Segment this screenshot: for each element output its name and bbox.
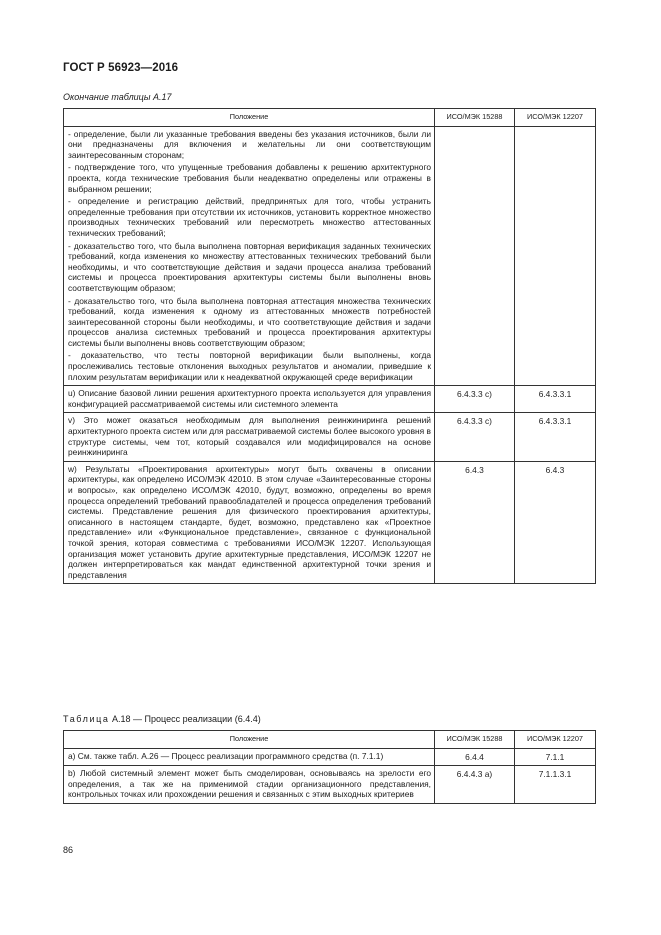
table-caption-prefix: Таблица <box>63 714 110 724</box>
table-header-row <box>64 109 596 127</box>
position-paragraph: w) Результаты «Проектирования архитектуры» могут быть охвачены в описании архитектуры, как определено ИСО/МЭК 42010. В этом случае «Заинтересованные стороны и вопросы», как определено ИСО/МЭК 42010, будут, возможно, определены во время процесса определений требований правообладателей и процесса определения требований системы. Представление решения для физического проектирования архитектуры, описанного в настоящем стандарте, будет, возможно, представлено как «Проектное представление» или «Функциональное представление», связанное с функциональной точкой зрения, которая совместима с требованиями ИСО/МЭК 12207. Использующая организация может установить другие архитектурные представления, ИСО/МЭК 12207 не должен интерпретироваться как мандат единственной архитектурной точки зрения и представления <box>68 463 431 580</box>
cell-iso15288 <box>435 126 515 386</box>
page-number: 86 <box>63 845 74 855</box>
cell-iso12207: 6.4.3.3.1 <box>515 413 596 461</box>
position-paragraph: v) Это может оказаться необходимым для выполнения реинжиниринга решений архитектурного проекта систем или для рассматриваемой системы более высокого уровня в структуре системы, чем тот, который создавался или модифицировался на основе реинжиниринга <box>68 415 431 458</box>
table-a17-end <box>63 108 596 584</box>
cell-iso15288: 6.4.3.3 c) <box>435 413 515 461</box>
position-paragraph: b) Любой системный элемент может быть смоделирован, основываясь на зрелости его определения, а так же на применимой стадии организационного представления, контрольных точках или прохождении решения и связанных с этим выходных критериев <box>68 768 431 800</box>
cell-position <box>64 766 435 804</box>
table-caption-a18 <box>63 714 261 724</box>
column-header-position: Положение <box>64 109 435 127</box>
cell-position <box>64 413 435 461</box>
table-caption-continuation: Окончание таблицы А.17 <box>63 92 172 102</box>
cell-position <box>64 461 435 584</box>
cell-position <box>64 386 435 413</box>
table-a18 <box>63 730 596 804</box>
position-paragraph: - доказательство того, что была выполнена повторная верификация заданных технических требований, когда изменения ко множеству аттестованных технических требований были необходимы, и что соответствующие действия и задачи процесса анализа требований системы и процесса проектирования архитектуры системы были выполнены вновь соответствующим образом; <box>68 240 431 293</box>
column-header-position: Положение <box>64 731 435 749</box>
position-paragraph: - определение и регистрацию действий, предпринятых для того, чтобы устранить определенные требования при отсутствии их источников, установить корректное множество производных технических требований или пересмотреть множество аттестованных технических требований; <box>68 196 431 238</box>
table-row <box>64 748 596 766</box>
cell-position <box>64 748 435 766</box>
position-paragraph: - доказательство, что тесты повторной верификации были выполнены, когда прослеживались тестовые отклонения выходных результатов и аномалии, приведшие к плохим результатам верификации или к неадекватной окружающей среде верификации <box>68 350 431 382</box>
table-row <box>64 461 596 584</box>
position-paragraph: - подтверждение того, что упущенные требования добавлены к решению архитектурного проекта, когда технические требования были неадекватно определены или отражены в выбранном решении; <box>68 162 431 194</box>
position-paragraph: - определение, были ли указанные требования введены без указания источников, были ли они предназначены для включения и желательны ли они соответствующим заинтересованным сторонам; <box>68 128 431 160</box>
table-row <box>64 766 596 804</box>
table-row <box>64 413 596 461</box>
cell-iso15288: 6.4.4.3 a) <box>435 766 515 804</box>
column-header-iso15288: ИСО/МЭК 15288 <box>435 109 515 127</box>
position-paragraph: u) Описание базовой линии решения архитектурного проекта используется для управления конфигурацией рассматриваемой системы или системного элемента <box>68 388 431 409</box>
column-header-iso15288: ИСО/МЭК 15288 <box>435 731 515 749</box>
column-header-iso12207: ИСО/МЭК 12207 <box>515 109 596 127</box>
table-caption-title: А.18 — Процесс реализации (6.4.4) <box>112 714 261 724</box>
cell-iso15288: 6.4.3 <box>435 461 515 584</box>
table-row <box>64 126 596 386</box>
table-row <box>64 386 596 413</box>
cell-position <box>64 126 435 386</box>
document-header: ГОСТ Р 56923—2016 <box>63 62 179 74</box>
cell-iso15288: 6.4.4 <box>435 748 515 766</box>
position-paragraph: - доказательство того, что была выполнена повторная аттестация множества технических требований, когда изменения к одному из аттестованных множеств потребностей заинтересованной стороны были необходимы, и что соответствующие действия и задачи процессов анализа системных требований и процесса проектирования архитектуры системы были выполнены вновь соответствующим образом; <box>68 295 431 348</box>
cell-iso12207: 6.4.3.3.1 <box>515 386 596 413</box>
cell-iso12207 <box>515 126 596 386</box>
cell-iso12207: 7.1.1.3.1 <box>515 766 596 804</box>
column-header-iso12207: ИСО/МЭК 12207 <box>515 731 596 749</box>
cell-iso12207: 7.1.1 <box>515 748 596 766</box>
table-header-row <box>64 731 596 749</box>
cell-iso12207: 6.4.3 <box>515 461 596 584</box>
cell-iso15288: 6.4.3.3 c) <box>435 386 515 413</box>
position-paragraph: a) См. также табл. А.26 — Процесс реализации программного средства (п. 7.1.1) <box>68 750 384 761</box>
